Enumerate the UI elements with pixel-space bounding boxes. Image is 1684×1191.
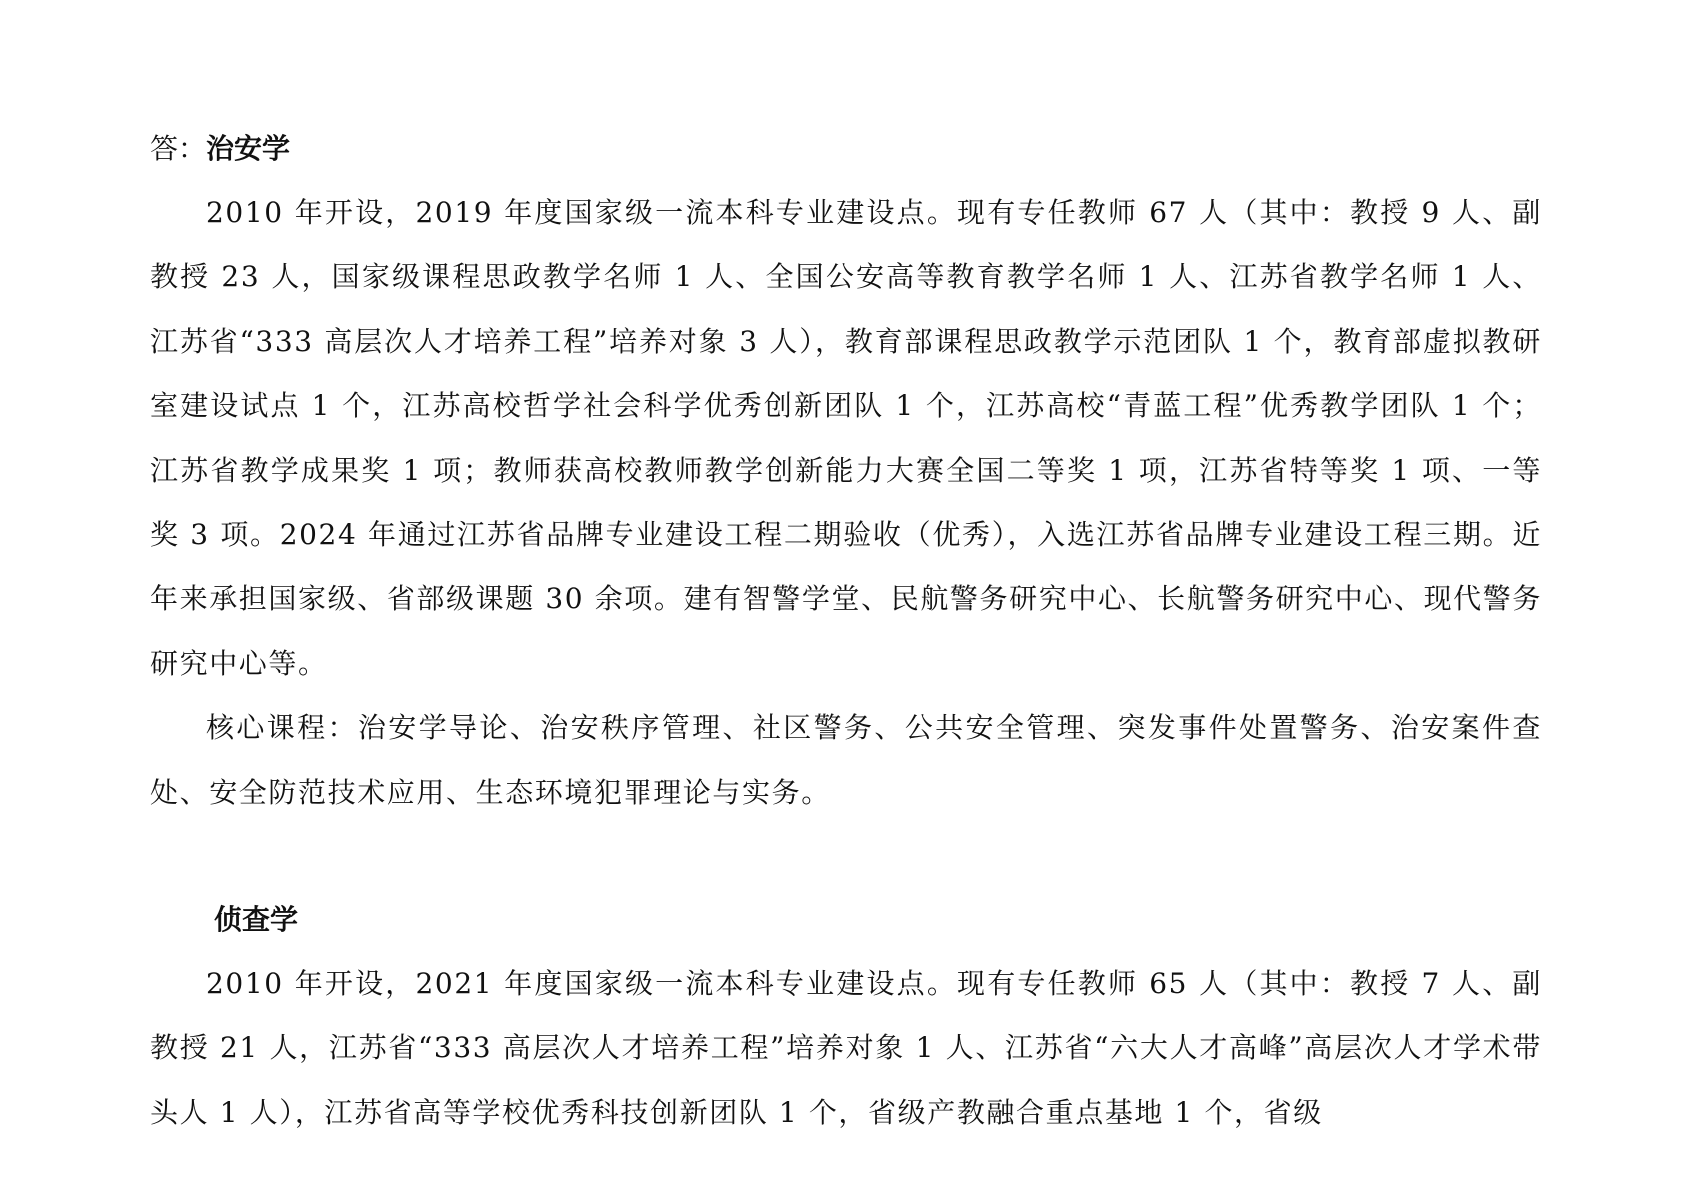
paragraph-public-security-core-courses: 核心课程：治安学导论、治安秩序管理、社区警务、公共安全管理、突发事件处置警务、治安案件查处、安全防范技术应用、生态环境犯罪理论与实务。	[150, 711, 1542, 809]
paragraph-public-security-overview: 2010 年开设，2019 年度国家级一流本科专业建设点。现有专任教师 67 人（其中：教授 9 人、副教授 23 人，国家级课程思政教学名师 1 人、全国公安高等教育教学名师 1 人、江苏省教学名师 1 人、江苏省“333 高层次人才培养工程”培养对象 3 人），教育部课程思政教学示范团队 1 个，教育部虚拟教研室建设试点 1 个，江苏高校哲学社会科学优秀创新团队 1 个，江苏高校“青蓝工程”优秀教学团队 1 个；江苏省教学成果奖 1 项；教师获高校教师教学创新能力大赛全国二等奖 1 项，江苏省特等奖 1 项、一等奖 3 项。2024 年通过江苏省品牌专业建设工程二期验收（优秀），入选江苏省品牌专业建设工程三期。近年来承担国家级、省部级课题 30 余项。建有智警学堂、民航警务研究中心、长航警务研究中心、现代警务研究中心等。	[150, 196, 1542, 680]
section-title-public-security: 治安学	[206, 132, 291, 165]
section-spacer	[150, 825, 1542, 887]
answer-prefix: 答：	[150, 132, 207, 165]
answer-heading	[150, 116, 1542, 181]
section-title-investigation: 侦查学	[214, 903, 299, 937]
document-body	[150, 116, 1542, 1145]
paragraph-investigation-overview: 2010 年开设，2021 年度国家级一流本科专业建设点。现有专任教师 65 人（其中：教授 7 人、副教授 21 人，江苏省“333 高层次人才培养工程”培养对象 1 人、江苏省“六大人才高峰”高层次人才学术带头人 1 人），江苏省高等学校优秀科技创新团队 1 个，省级产教融合重点基地 1 个，省级	[150, 967, 1542, 1129]
